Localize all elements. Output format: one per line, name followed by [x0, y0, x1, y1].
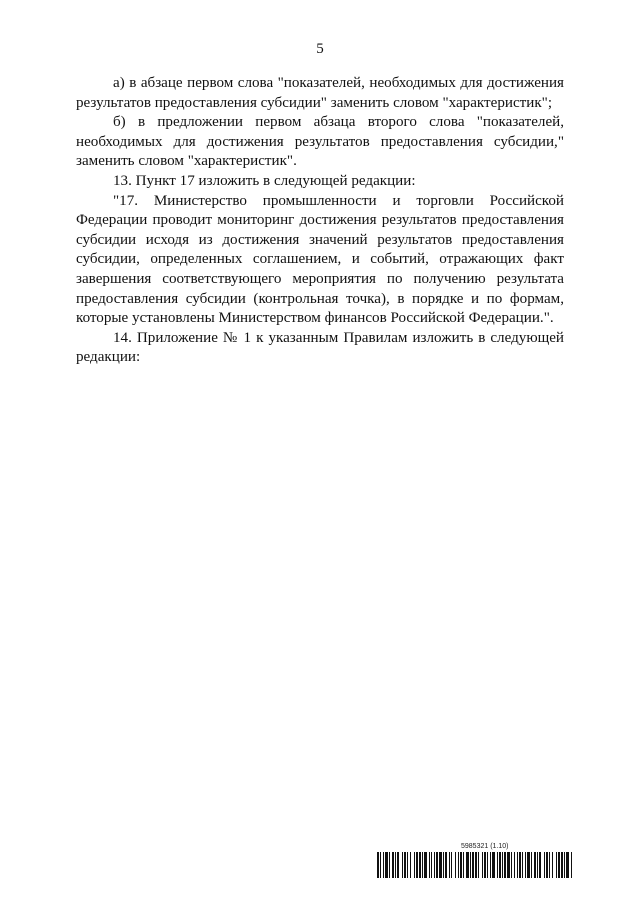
barcode-bar	[539, 852, 541, 878]
barcode-bar	[517, 852, 518, 878]
barcode-image	[377, 852, 573, 878]
paragraph-17-quote: "17. Министерство промышленности и торговли Российской Федерации проводит мониторинг достижения результатов предоставления субсидии исходя из достижения значений результатов предоставления субсидии, определенных соглашением, и событий, отражающих факт завершения соответствующего мероприятия по получению результата предоставления субсидии (контрольная точка), в порядке и по формам, которые установлены Министерством финансов Российской Федерации.".	[76, 192, 564, 327]
barcode-bar	[561, 852, 563, 878]
barcode-bar	[487, 852, 488, 878]
barcode-bar	[514, 852, 515, 878]
barcode-bar	[475, 852, 477, 878]
barcode-bar	[463, 852, 464, 878]
document-body	[76, 74, 564, 368]
barcode-bar	[439, 852, 442, 878]
barcode-bar	[556, 852, 557, 878]
barcode-bar	[522, 852, 523, 878]
barcode-bar	[472, 852, 474, 878]
barcode-bar	[490, 852, 491, 878]
barcode-bar	[478, 852, 479, 878]
barcode-bar	[380, 852, 381, 878]
barcode-bar	[511, 852, 512, 878]
barcode-bar	[534, 852, 536, 878]
barcode-bar	[525, 852, 526, 878]
page-number: 5	[316, 41, 324, 57]
barcode-block	[377, 843, 573, 879]
barcode-bar	[443, 852, 444, 878]
barcode-bar	[492, 852, 495, 878]
barcode-bar	[451, 852, 452, 878]
barcode-bar	[504, 852, 506, 878]
barcode-bar	[455, 852, 456, 878]
barcode-bar	[544, 852, 545, 878]
paragraph-13: 13. Пункт 17 изложить в следующей редакции:	[113, 172, 416, 189]
barcode-bar	[552, 852, 553, 878]
paragraph-14: 14. Приложение № 1 к указанным Правилам изложить в следующей редакции:	[76, 329, 564, 366]
barcode-bar	[519, 852, 521, 878]
paragraph-b: б) в предложении первом абзаца второго слова "показателей, необходимых для достижения результатов предоставления субсидии," заменить словом "характеристик".	[76, 114, 564, 170]
barcode-bar	[566, 852, 569, 878]
barcode-bar	[458, 852, 459, 878]
barcode-label: 5985321 (1.10)	[461, 843, 509, 850]
barcode-bar	[431, 852, 432, 878]
barcode-bar	[407, 852, 408, 878]
barcode-bar	[416, 852, 418, 878]
barcode-bar	[470, 852, 471, 878]
barcode-bar	[385, 852, 388, 878]
barcode-bar	[482, 852, 483, 878]
barcode-bar	[449, 852, 450, 878]
barcode-bar	[383, 852, 384, 878]
barcode-bar	[466, 852, 469, 878]
barcode-bar	[484, 852, 486, 878]
barcode-bar	[389, 852, 390, 878]
barcode-bar	[546, 852, 548, 878]
barcode-bar	[422, 852, 423, 878]
barcode-bar	[436, 852, 438, 878]
barcode-bar	[564, 852, 565, 878]
barcode-bar	[445, 852, 447, 878]
barcode-bar	[419, 852, 421, 878]
barcode-bar	[397, 852, 399, 878]
barcode-bar	[434, 852, 435, 878]
barcode-bar	[502, 852, 503, 878]
barcode-bar	[424, 852, 427, 878]
paragraph-a: а) в абзаце первом слова "показателей, необходимых для достижения результатов предоставления субсидии" заменить словом "характеристик";	[76, 75, 564, 111]
barcode-bar	[507, 852, 510, 878]
barcode-bar	[571, 852, 572, 878]
barcode-bar	[460, 852, 462, 878]
barcode-bar	[377, 852, 379, 878]
barcode-bar	[537, 852, 538, 878]
barcode-bar	[531, 852, 532, 878]
barcode-bar	[549, 852, 550, 878]
barcode-bar	[497, 852, 498, 878]
barcode-bar	[410, 852, 411, 878]
barcode-bar	[429, 852, 430, 878]
barcode-bar	[527, 852, 530, 878]
barcode-bar	[402, 852, 403, 878]
barcode-bar	[499, 852, 501, 878]
barcode-bar	[414, 852, 415, 878]
barcode-bar	[395, 852, 396, 878]
barcode-bar	[558, 852, 560, 878]
barcode-bar	[392, 852, 394, 878]
barcode-bar	[404, 852, 406, 878]
